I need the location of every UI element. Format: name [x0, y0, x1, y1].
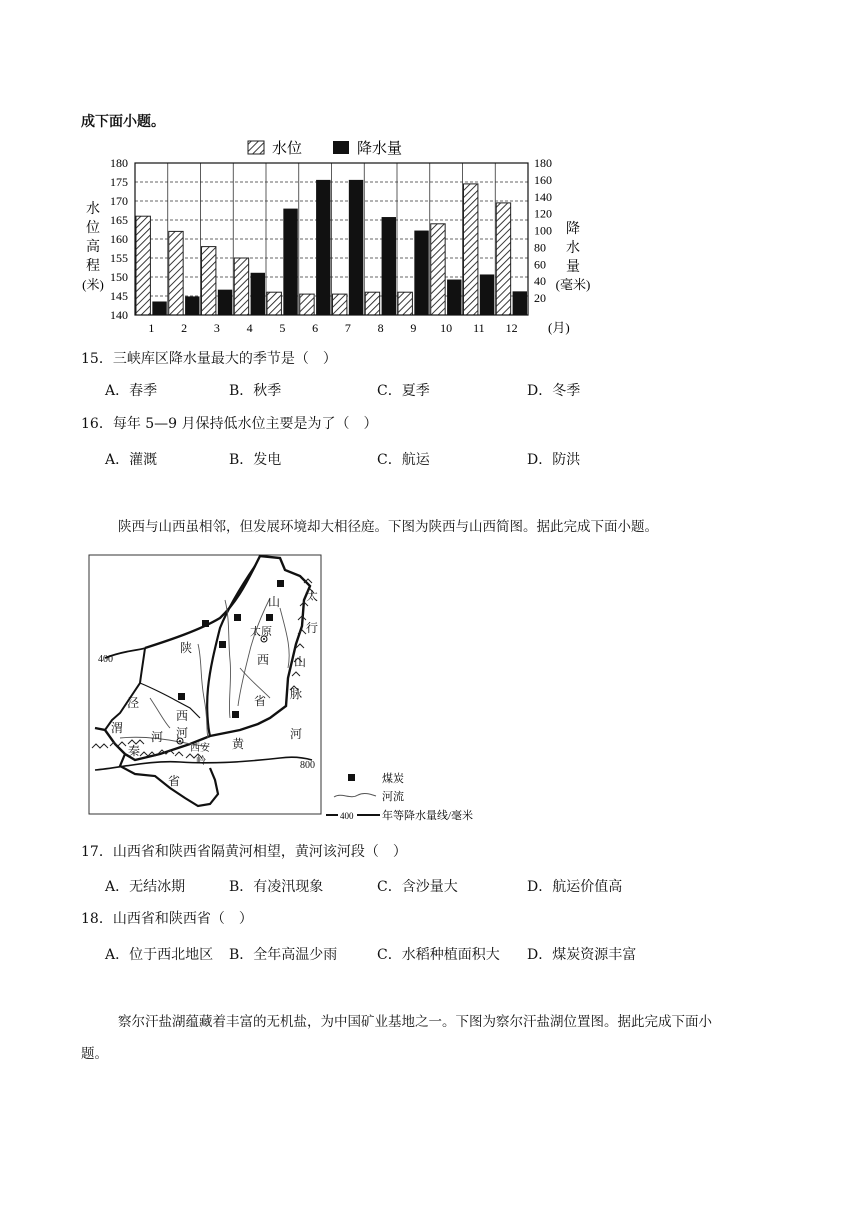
level-bar	[464, 184, 478, 315]
question-18: 18．山西省和陕西省（ ）	[81, 911, 253, 927]
y-right-tick-label: 40	[534, 274, 546, 289]
map-frame	[89, 555, 321, 814]
q16-option-b[interactable]: B．发电	[229, 452, 282, 468]
y-left-tick-label: 175	[110, 175, 128, 189]
rain-bar	[251, 273, 265, 315]
level-bar	[202, 247, 216, 315]
rain-bar	[349, 180, 363, 315]
level-bar	[333, 294, 347, 315]
left-axis-char-4: 程	[86, 259, 100, 274]
rain-bar	[218, 290, 232, 315]
map-label-shan3: 山	[294, 655, 307, 669]
coal-marker	[219, 641, 226, 648]
q16-option-d[interactable]: D．防洪	[527, 452, 581, 468]
map-label-shan2: 山	[268, 595, 281, 609]
map-label-xi1: 西	[176, 709, 189, 723]
map-label-800: 800	[300, 760, 315, 771]
map-label-xi2: 西	[257, 653, 270, 667]
q17-option-d[interactable]: D．航运价值高	[527, 879, 623, 895]
map-label-qin: 秦	[128, 744, 141, 758]
x-tick-label: 5	[279, 321, 286, 335]
right-axis-char-1: 降	[566, 222, 580, 237]
y-left-tick-label: 170	[110, 194, 128, 208]
q18-option-d[interactable]: D．煤炭资源丰富	[527, 947, 637, 963]
x-tick-label: 3	[213, 321, 220, 335]
legend-coal-icon	[348, 774, 355, 781]
q16-option-a[interactable]: A．灌溉	[105, 452, 158, 468]
q15-option-b[interactable]: B．秋季	[229, 383, 282, 399]
q15-option-a[interactable]: A．春季	[105, 383, 158, 399]
xian-city-dot	[179, 740, 181, 742]
x-tick-label: 11	[473, 321, 485, 335]
question-17: 17．山西省和陕西省隔黄河相望，黄河该河段（ ）	[81, 844, 407, 860]
left-axis-char-3: 高	[86, 240, 100, 255]
question-16: 16．每年 5—9 月保持低水位主要是为了（ ）	[81, 416, 378, 432]
y-left-tick-label: 180	[110, 156, 128, 170]
x-tick-label: 8	[377, 321, 384, 335]
q15-option-d[interactable]: D．冬季	[527, 383, 581, 399]
level-bar	[300, 294, 314, 315]
map-label-xian: 西安	[190, 743, 210, 754]
map-label-sheng2: 省	[254, 694, 267, 708]
map-label-wei: 渭	[111, 721, 124, 735]
legend-isohyet-label: 年等降水量线/毫米	[382, 810, 474, 822]
y-left-tick-label: 140	[110, 308, 128, 322]
rain-bar	[283, 209, 297, 315]
map-label-shan: 陕	[180, 641, 193, 655]
x-tick-label: 6	[312, 321, 319, 335]
level-bar	[169, 231, 183, 315]
y-left-tick-label: 165	[110, 213, 128, 227]
q17-option-b[interactable]: B．有凌汛现象	[229, 879, 324, 895]
month-unit: (月)	[548, 320, 570, 335]
y-right-tick-label: 180	[534, 156, 552, 170]
map-label-tai: 太	[306, 589, 319, 603]
right-axis-char-3: 量	[566, 260, 580, 275]
shaanxi-shanxi-map	[80, 548, 500, 828]
y-left-tick-label: 145	[110, 289, 128, 303]
x-tick-label: 10	[440, 321, 453, 335]
map-label-sheng1: 省	[168, 774, 181, 788]
coal-marker	[178, 693, 185, 700]
q15-option-c[interactable]: C．夏季	[377, 383, 430, 399]
level-bar	[398, 292, 412, 315]
intro-qarhan-line2: 题。	[81, 1046, 108, 1062]
level-bar	[234, 258, 248, 315]
q18-option-c[interactable]: C．水稻种植面积大	[377, 947, 500, 963]
q16-option-c[interactable]: C．航运	[377, 452, 430, 468]
y-right-tick-label: 140	[534, 189, 552, 204]
y-right-tick-label: 80	[534, 240, 546, 255]
map-label-taiyuan: 太原	[250, 626, 272, 638]
level-bar	[365, 292, 379, 315]
intro-shaanxi-shanxi: 陕西与山西虽相邻，但发展环境却大相径庭。下图为陕西与山西简图。据此完成下面小题。	[118, 519, 658, 535]
rain-bar	[185, 296, 199, 315]
coal-marker	[202, 620, 209, 627]
x-tick-label: 12	[505, 321, 518, 335]
rain-bar	[152, 301, 166, 315]
x-tick-label: 7	[344, 321, 351, 335]
legend-coal-label: 煤炭	[382, 773, 404, 785]
coal-marker	[232, 711, 239, 718]
legend-river-icon	[334, 793, 376, 797]
right-axis-char-2: 水	[566, 241, 580, 256]
q18-option-b[interactable]: B．全年高温少雨	[229, 947, 338, 963]
rain-bar	[316, 180, 330, 315]
y-left-tick-label: 160	[110, 232, 128, 246]
legend-level-swatch	[248, 141, 264, 154]
x-tick-label: 2	[181, 321, 188, 335]
map-label-wei-he: 河	[151, 730, 164, 744]
coal-marker	[266, 614, 273, 621]
question-15: 15．三峡库区降水量最大的季节是（ ）	[81, 351, 337, 367]
left-axis-unit: (米)	[82, 277, 104, 292]
rain-bar	[414, 231, 428, 315]
q17-option-a[interactable]: A．无结冰期	[105, 879, 186, 895]
map-label-jing: 泾	[127, 696, 140, 710]
map-label-he1: 河	[176, 726, 189, 740]
left-axis-char-1: 水	[86, 202, 100, 217]
q17-option-c[interactable]: C．含沙量大	[377, 879, 458, 895]
x-tick-label: 4	[246, 321, 253, 335]
y-right-tick-label: 20	[534, 291, 546, 306]
map-label-hang: 行	[306, 621, 319, 635]
legend-isohyet-num: 400	[340, 811, 354, 821]
y-right-tick-label: 160	[534, 172, 552, 187]
y-right-tick-label: 60	[534, 257, 546, 272]
intro-qarhan-line1: 察尔汗盐湖蕴藏着丰富的无机盐，为中国矿业基地之一。下图为察尔汗盐湖位置图。据此完成下面小	[118, 1014, 712, 1030]
rain-bar	[447, 280, 461, 315]
rain-bar	[382, 217, 396, 315]
legend-rain-label: 降水量	[357, 141, 403, 157]
rain-bar	[480, 274, 494, 315]
x-tick-label: 1	[148, 321, 155, 335]
plot-area	[110, 156, 552, 335]
intro-tail: 成下面小题。	[81, 114, 165, 130]
coal-marker	[234, 614, 241, 621]
y-right-tick-label: 100	[534, 223, 552, 238]
right-axis-unit: (毫米)	[555, 277, 591, 292]
taiyuan-city-dot	[263, 638, 265, 640]
map-label-he2: 河	[290, 727, 303, 741]
level-bar	[136, 216, 150, 315]
map-label-mai: 脉	[290, 687, 303, 701]
rain-bar	[513, 291, 527, 315]
map-label-huang: 黄	[232, 737, 245, 751]
level-bar	[496, 203, 510, 315]
legend-river-label: 河流	[382, 791, 404, 803]
map-label-ling: 岭	[196, 756, 206, 767]
legend-rain-swatch	[333, 141, 349, 154]
coal-marker	[277, 580, 284, 587]
q18-option-a[interactable]: A．位于西北地区	[105, 947, 214, 963]
left-axis-char-2: 位	[86, 221, 100, 236]
water-level-precip-chart	[80, 135, 620, 340]
x-tick-label: 9	[410, 321, 417, 335]
legend-level-label: 水位	[272, 141, 303, 157]
y-left-tick-label: 150	[110, 270, 128, 284]
level-bar	[431, 224, 445, 315]
y-right-tick-label: 120	[534, 206, 552, 221]
level-bar	[267, 292, 281, 315]
map-label-400: 400	[98, 654, 113, 665]
y-left-tick-label: 155	[110, 251, 128, 265]
